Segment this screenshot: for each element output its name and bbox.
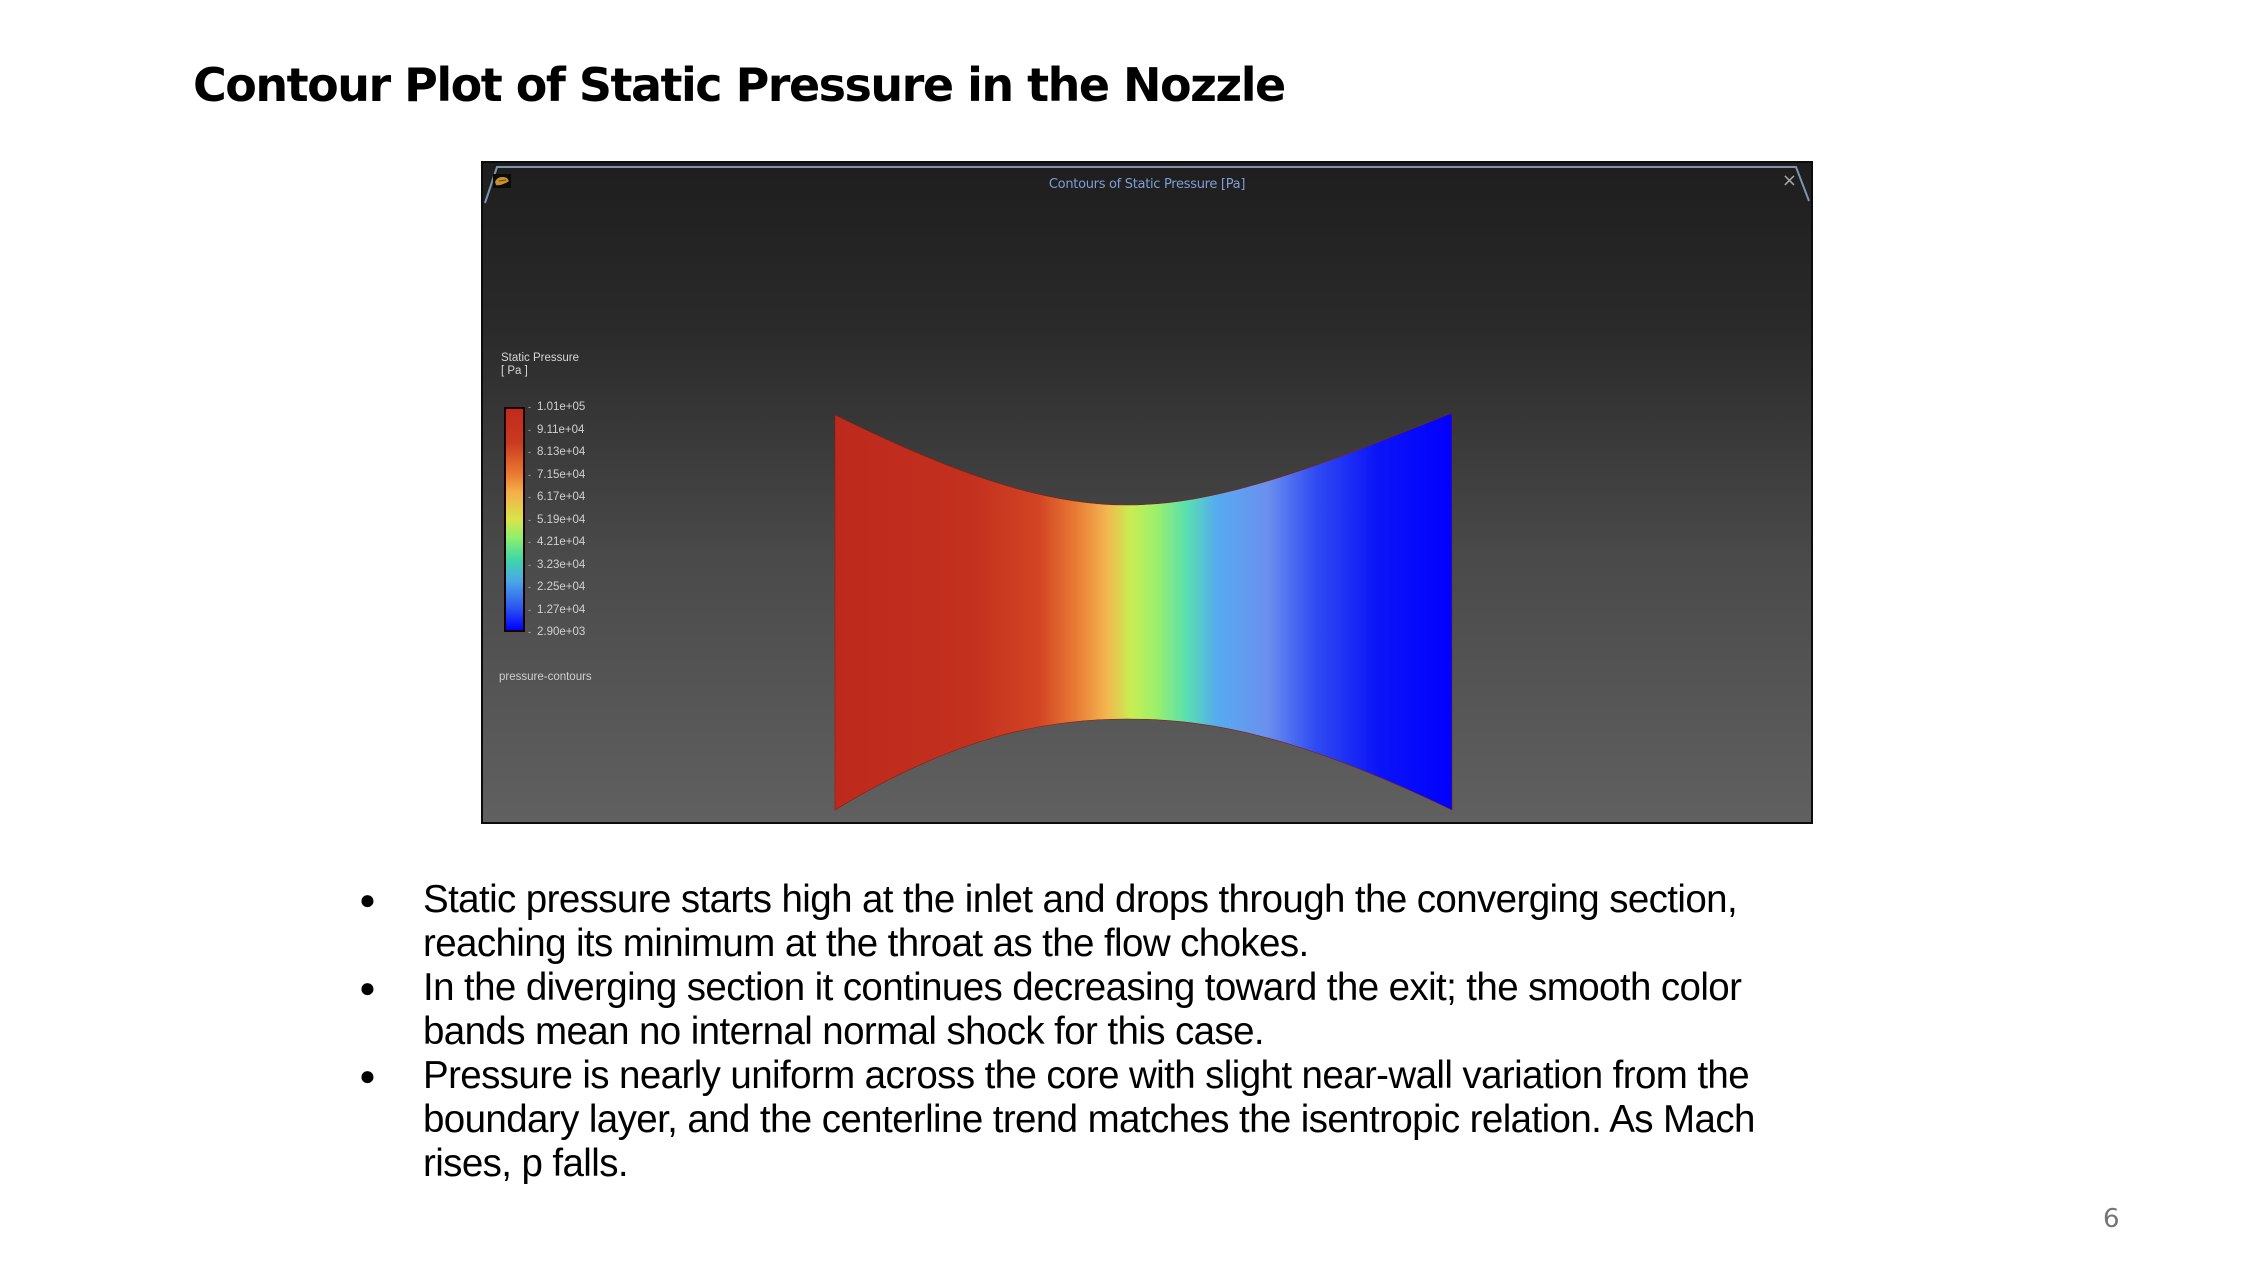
legend-title-quantity: Static Pressure: [501, 352, 579, 364]
bullet-icon: ●: [359, 884, 376, 915]
bullet-line: bands mean no internal normal shock for this case.: [423, 1010, 1264, 1053]
legend-label: - 4.21e+04: [528, 536, 585, 548]
legend-title-unit: [ Pa ]: [501, 365, 528, 377]
bullet-item: [355, 966, 1915, 1054]
slide-title: Contour Plot of Static Pressure in the Nozzle: [193, 58, 1285, 112]
bullet-line: In the diverging section it continues decreasing toward the exit; the smooth color: [423, 966, 1742, 1009]
legend-label: - 2.90e+03: [528, 626, 585, 638]
legend-label: - 1.27e+04: [528, 604, 585, 616]
bullet-line: reaching its minimum at the throat as the flow chokes.: [423, 922, 1309, 965]
legend-label: - 7.15e+04: [528, 469, 585, 481]
close-icon[interactable]: ×: [1781, 170, 1797, 191]
legend-label: - 9.11e+04: [528, 424, 584, 436]
contour-viewer-window: [481, 161, 1813, 824]
legend-label: - 2.25e+04: [528, 581, 585, 593]
legend-label: - 8.13e+04: [528, 446, 585, 458]
legend-label: - 5.19e+04: [528, 514, 585, 526]
bullet-icon: ●: [359, 972, 376, 1003]
bullet-line: boundary layer, and the centerline trend matches the isentropic relation. As Mach: [423, 1098, 1755, 1141]
bullet-item: [355, 878, 1915, 966]
bullet-line: rises, p falls.: [423, 1142, 628, 1185]
legend-label: - 3.23e+04: [528, 559, 585, 571]
bullet-item: [355, 1054, 1915, 1186]
legend-footer-label: pressure-contours: [499, 671, 592, 683]
nozzle-pressure-contour: [483, 163, 1813, 824]
bullet-line: Static pressure starts high at the inlet and drops through the converging section,: [423, 878, 1738, 921]
page-number: 6: [2103, 1204, 2120, 1234]
legend-label: - 6.17e+04: [528, 491, 585, 503]
viewer-window-title: Contours of Static Pressure [Pa]: [1048, 177, 1246, 192]
bullet-list: [355, 878, 1915, 1186]
bullet-icon: ●: [359, 1060, 376, 1091]
bullet-line: Pressure is nearly uniform across the core with slight near-wall variation from the: [423, 1054, 1750, 1097]
legend-label: - 1.01e+05: [528, 401, 585, 413]
